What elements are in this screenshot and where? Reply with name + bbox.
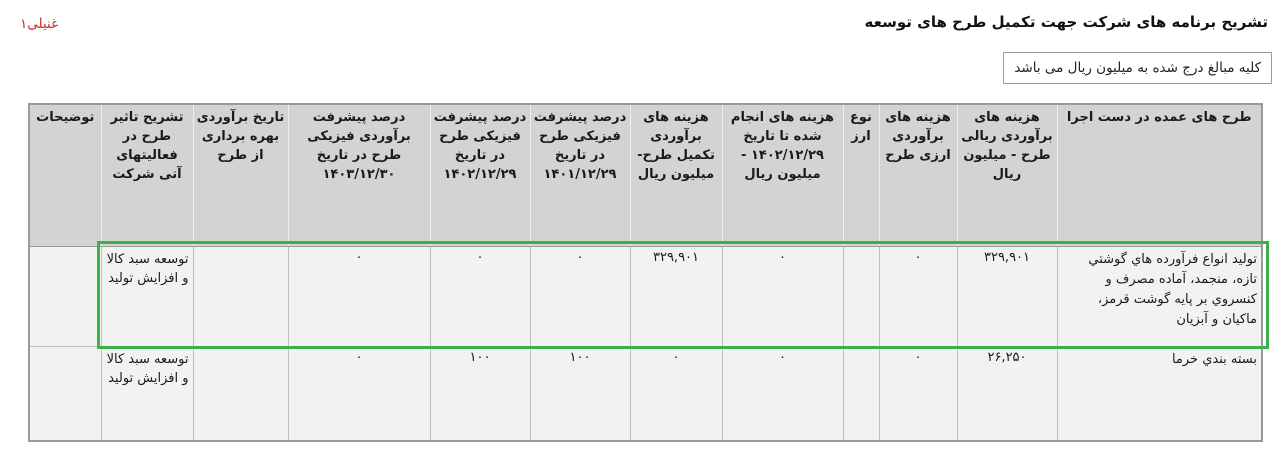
cell-progress-1402: ۰ (430, 246, 530, 346)
cell-spent-to-date: ۰ (722, 246, 843, 346)
cell-fx-cost: ۰ (879, 246, 957, 346)
cell-project: بسته بندي خرما (1057, 346, 1262, 441)
column-header-operation-date: تاریخ برآوردی بهره برداری از طرح (193, 104, 288, 246)
column-header-fx-cost: هزینه های برآوردی ارزی طرح (879, 104, 957, 246)
cell-impact: توسعه سبد کالا و افزایش تولید (101, 346, 193, 441)
column-header-progress-est-1403: درصد پیشرفت برآوردی فیزیکی طرح در تاریخ ۱۴۰۳/۱۲/۳۰ (288, 104, 430, 246)
column-header-impact: تشریح تاثیر طرح در فعالیتهای آتی شرکت (101, 104, 193, 246)
cell-fx-cost: ۰ (879, 346, 957, 441)
cell-progress-est-1403: ۰ (288, 246, 430, 346)
column-header-progress-1401: درصد پیشرفت فیزیکی طرح در تاریخ ۱۴۰۱/۱۲/۲۹ (530, 104, 630, 246)
cell-progress-1402: ۱۰۰ (430, 346, 530, 441)
page-title: تشریح برنامه های شرکت جهت تکمیل طرح های توسعه (864, 13, 1268, 31)
user-stamp: غنیلی۱ (20, 16, 59, 32)
cell-notes (29, 246, 101, 346)
table-row (29, 346, 1262, 441)
cell-currency-type (843, 246, 879, 346)
cell-operation-date (193, 246, 288, 346)
cell-completion-cost: ۳۲۹,۹۰۱ (630, 246, 722, 346)
column-header-spent-to-date: هزینه های انجام شده تا تاریخ ۱۴۰۲/۱۲/۲۹ - میلیون ریال (722, 104, 843, 246)
cell-rial-cost: ۲۶,۲۵۰ (957, 346, 1057, 441)
column-header-rial-cost: هزینه های برآوردی ریالی طرح - میلیون ریال (957, 104, 1057, 246)
header-row (29, 104, 1262, 246)
column-header-progress-1402: درصد پیشرفت فیزیکی طرح در تاریخ ۱۴۰۲/۱۲/۲۹ (430, 104, 530, 246)
development-plans-table (28, 103, 1263, 442)
cell-rial-cost: ۳۲۹,۹۰۱ (957, 246, 1057, 346)
cell-notes (29, 346, 101, 441)
cell-progress-est-1403: ۰ (288, 346, 430, 441)
amounts-unit-notice: کلیه مبالغ درج شده به میلیون ریال می باشد (1003, 52, 1272, 84)
table-body (29, 246, 1262, 441)
cell-impact: توسعه سبد کالا و افزایش تولید (101, 246, 193, 346)
column-header-currency-type: نوع ارز (843, 104, 879, 246)
cell-currency-type (843, 346, 879, 441)
cell-operation-date (193, 346, 288, 441)
cell-spent-to-date: ۰ (722, 346, 843, 441)
column-header-project: طرح های عمده در دست اجرا (1057, 104, 1262, 246)
column-header-completion-cost: هزینه های برآوردی تکمیل طرح- میلیون ریال (630, 104, 722, 246)
table-row (29, 246, 1262, 346)
cell-progress-1401: ۱۰۰ (530, 346, 630, 441)
cell-progress-1401: ۰ (530, 246, 630, 346)
column-header-notes: توضیحات (29, 104, 101, 246)
cell-project: تولید انواع فرآورده هاي گوشتي تازه، منجمد، آماده مصرف و کنسروي بر پایه گوشت قرمز، ماکیان و آبزیان (1057, 246, 1262, 346)
table-header (29, 104, 1262, 246)
cell-completion-cost: ۰ (630, 346, 722, 441)
